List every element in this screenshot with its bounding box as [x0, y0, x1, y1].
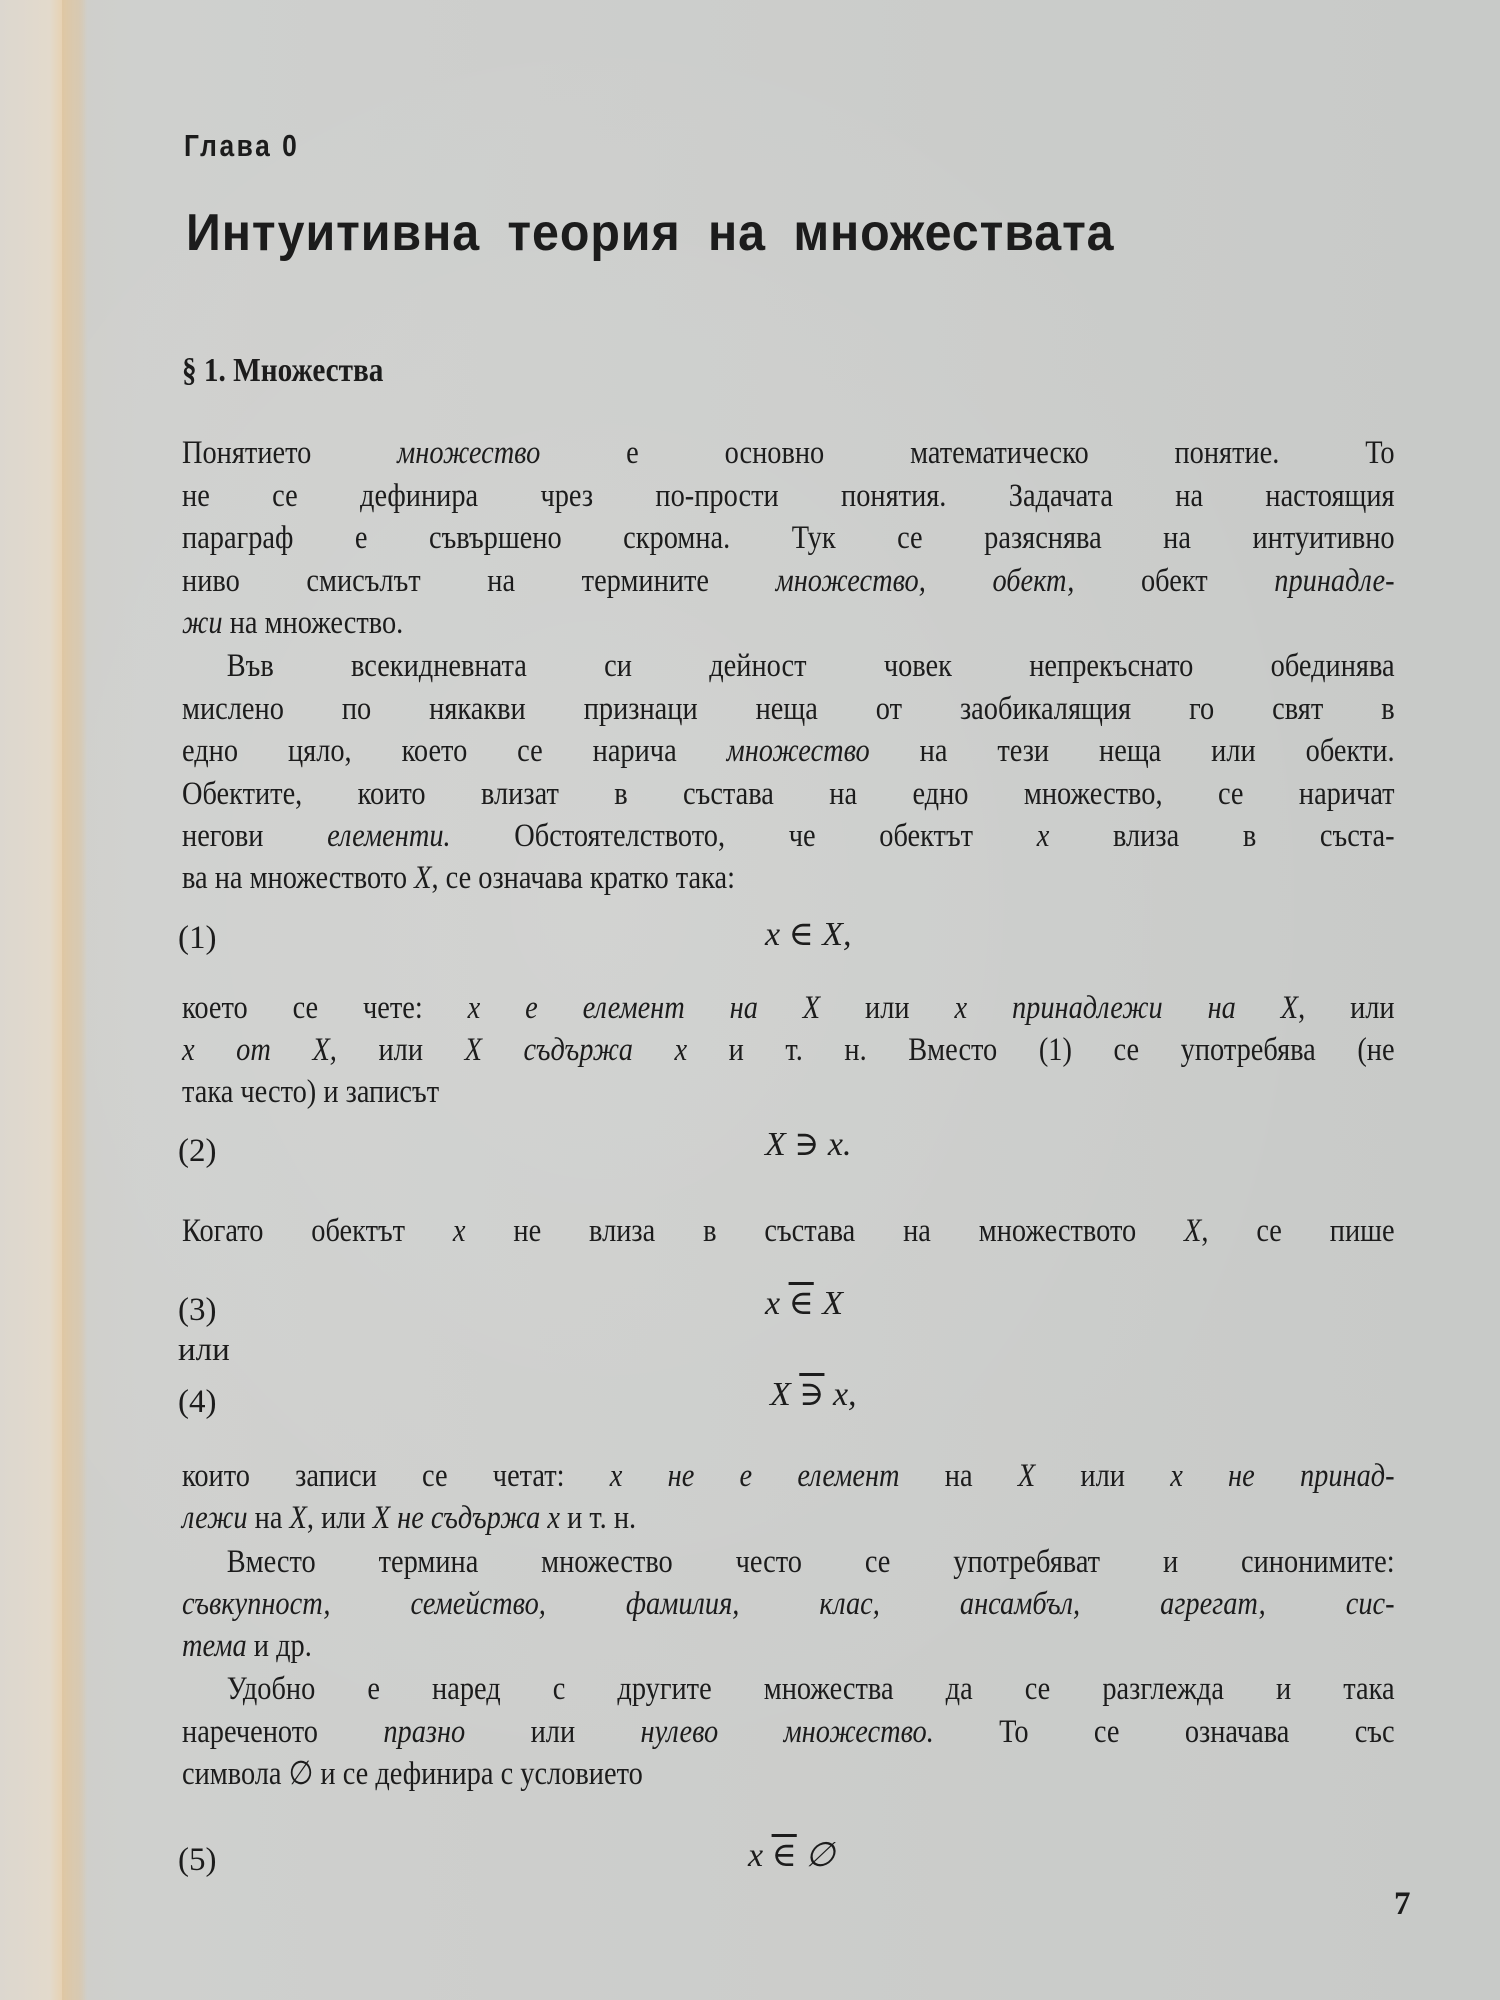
section-title: § 1. Множества [182, 352, 384, 389]
text-line: лежи на X, или X не съдържа x и т. н. [182, 1500, 637, 1536]
text-line: така често) и записът [182, 1074, 440, 1110]
text-line: символа ∅ и се дефинира с условието [182, 1756, 643, 1792]
equation-4-formula: X ∋ x, [770, 1376, 857, 1413]
text-line: Обектите, които влизат в състава на едно множество, се наричат [182, 776, 1395, 812]
equation-3-formula: x ∈ X [765, 1285, 844, 1322]
facing-page-edge [0, 0, 62, 2000]
or-label: или [178, 1332, 230, 1368]
text-line: параграф е съвършено скромна. Тук се разяснява на интуитивно [182, 520, 1395, 556]
text-line: ниво смисълът на термините множество, обект, обект принадле- [182, 563, 1395, 599]
text-line: Във всекидневната си дейност човек непрекъснато обединява [226, 648, 1395, 684]
text-line: ва на множеството X, се означава кратко така: [182, 860, 735, 896]
equation-1-formula: x ∈ X, [765, 916, 852, 953]
text-line: не се дефинира чрез по-прости понятия. Задачата на настоящия [182, 478, 1395, 514]
text-line: мислено по някакви признаци неща от заобикалящия го свят в [182, 691, 1395, 727]
text-line: Удобно е наред с другите множества да се разглежда и така [226, 1671, 1395, 1707]
text-line: тема и др. [182, 1628, 312, 1664]
page-number: 7 [1394, 1886, 1411, 1922]
equation-number-5: (5) [178, 1842, 217, 1878]
chapter-title: Интуитивна теория на множествата [186, 204, 1115, 262]
equation-number-1: (1) [178, 920, 217, 956]
text-line: нареченото празно или нулево множество. То се означава със [182, 1714, 1395, 1750]
equation-number-4: (4) [178, 1384, 217, 1420]
text-line-not-member: Когато обектът x не влиза в състава на множеството X, се пише [182, 1213, 1395, 1249]
text-line: жи на множество. [182, 605, 404, 641]
page-fold-shadow [62, 0, 88, 2000]
text-line: Вместо термина множество често се употребяват и синонимите: [226, 1544, 1395, 1580]
text-line: негови елементи. Обстоятелството, че обектът x влиза в съста- [182, 818, 1395, 854]
text-line: едно цяло, което се нарича множество на тези неща или обекти. [182, 733, 1395, 769]
equation-2-formula: X ∋ x. [765, 1126, 852, 1163]
equation-5-formula: x ∈ ∅ [748, 1837, 835, 1874]
text-line: които записи се четат: x не е елемент на X или x не принад- [182, 1458, 1395, 1494]
text-line: Понятието множество е основно математическо понятие. То [182, 435, 1395, 471]
equation-number-3: (3) [178, 1292, 217, 1328]
text-line: което се чете: x е елемент на X или x принадлежи на X, или [182, 990, 1395, 1026]
text-line: съвкупност, семейство, фамилия, клас, ансамбъл, агрегат, сис- [182, 1586, 1395, 1622]
text-line: x от X, или X съдържа x и т. н. Вместо (1) се употребява (не [182, 1032, 1395, 1068]
equation-number-2: (2) [178, 1133, 217, 1169]
chapter-label: Глава 0 [184, 128, 300, 163]
